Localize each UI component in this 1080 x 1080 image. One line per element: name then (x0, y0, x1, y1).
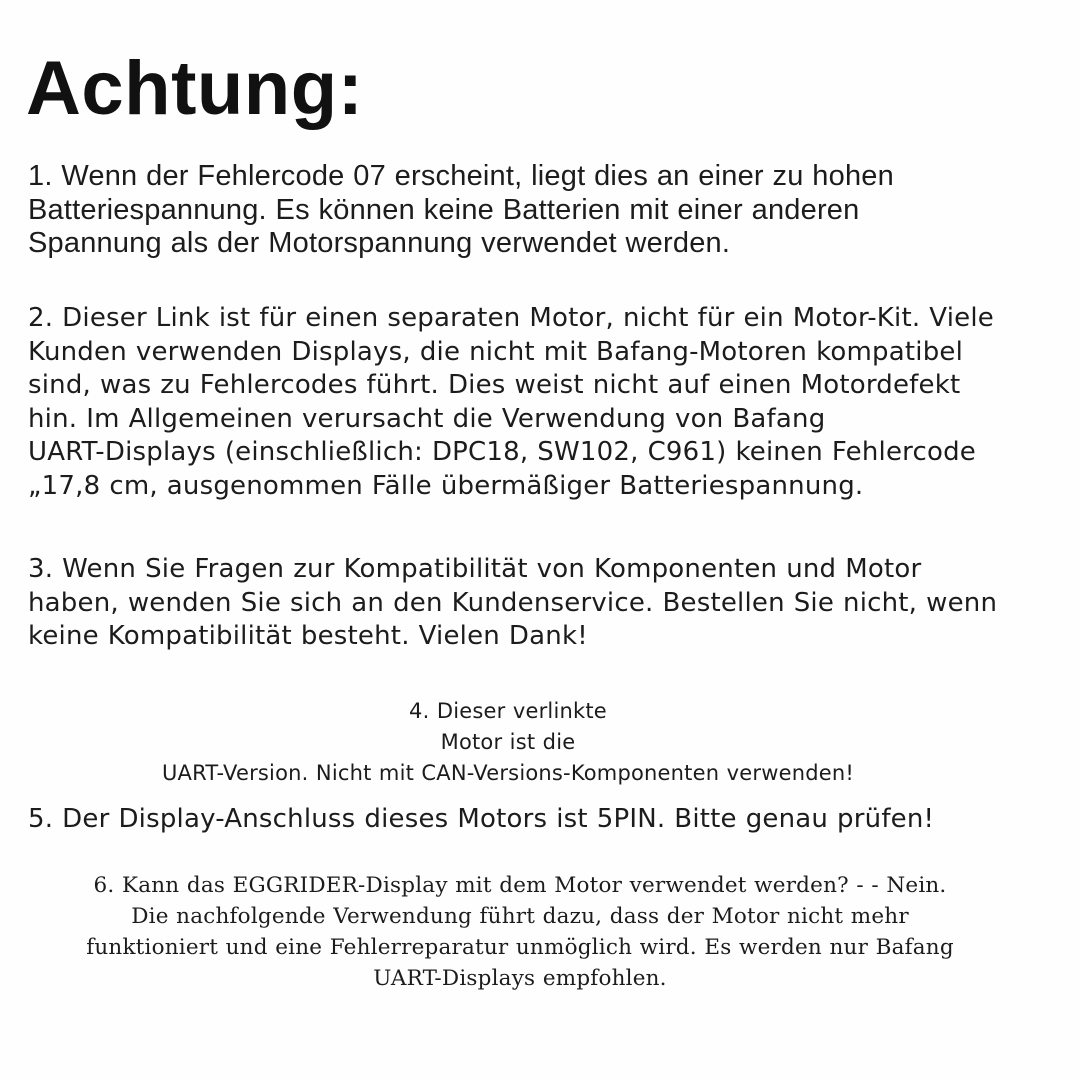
notice-item-3-line: haben, wenden Sie sich an den Kundenservice. Bestellen Sie nicht, wenn (28, 587, 998, 618)
notice-item-2-line: UART-Displays (einschließlich: DPC18, SW102, C961) keinen Fehlercode (28, 437, 976, 467)
notice-item-3 (28, 553, 1078, 654)
notice-item-1-line: Batteriespannung. Es können keine Batterien mit einer anderen (28, 193, 860, 226)
notice-item-2 (28, 302, 1078, 503)
notice-item-2-line: Kunden verwenden Displays, die nicht mit Bafang-Motoren kompatibel (28, 336, 964, 367)
notice-item-2-line: hin. Im Allgemeinen verursacht die Verwendung von Bafang (28, 403, 826, 434)
notice-item-3-line: keine Kompatibilität besteht. Vielen Dank! (28, 621, 588, 651)
notice-item-6-line: Die nachfolgende Verwendung führt dazu, dass der Motor nicht mehr (131, 904, 909, 929)
notice-item-6-line: UART-Displays empfohlen. (373, 966, 667, 991)
notice-item-2-line: „17,8 cm, ausgenommen Fälle übermäßiger Batteriespannung. (28, 470, 864, 501)
notice-item-5 (28, 803, 1078, 837)
notice-item-1-line: Spannung als der Motorspannung verwendet werden. (28, 227, 731, 259)
notice-item-6-line: funktioniert und eine Fehlerreparatur unmöglich wird. Es werden nur Bafang (86, 935, 954, 960)
notice-item-4 (0, 696, 1016, 789)
notice-item-4-line: Motor ist die (440, 730, 576, 754)
page-title: Achtung: (26, 46, 364, 131)
notice-item-4-line: UART-Version. Nicht mit CAN-Versions-Komponenten verwenden! (161, 761, 854, 785)
notice-item-5-line: 5. Der Display-Anschluss dieses Motors ist 5PIN. Bitte genau prüfen! (28, 804, 935, 834)
notice-item-4-line: 4. Dieser verlinkte (409, 699, 607, 723)
notice-item-6-line: 6. Kann das EGGRIDER-Display mit dem Motor verwendet werden? - - Nein. (93, 873, 947, 898)
notice-item-6 (0, 870, 1040, 994)
notice-item-3-line: 3. Wenn Sie Fragen zur Kompatibilität von Komponenten und Motor (28, 554, 922, 584)
notice-item-2-line: sind, was zu Fehlercodes führt. Dies weist nicht auf einen Motordefekt (28, 370, 961, 400)
notice-item-1-line: 1. Wenn der Fehlercode 07 erscheint, liegt dies an einer zu hohen (28, 160, 894, 192)
notice-item-1 (28, 160, 1078, 261)
notice-item-2-line: 2. Dieser Link ist für einen separaten Motor, nicht für ein Motor-Kit. Viele (28, 303, 994, 333)
